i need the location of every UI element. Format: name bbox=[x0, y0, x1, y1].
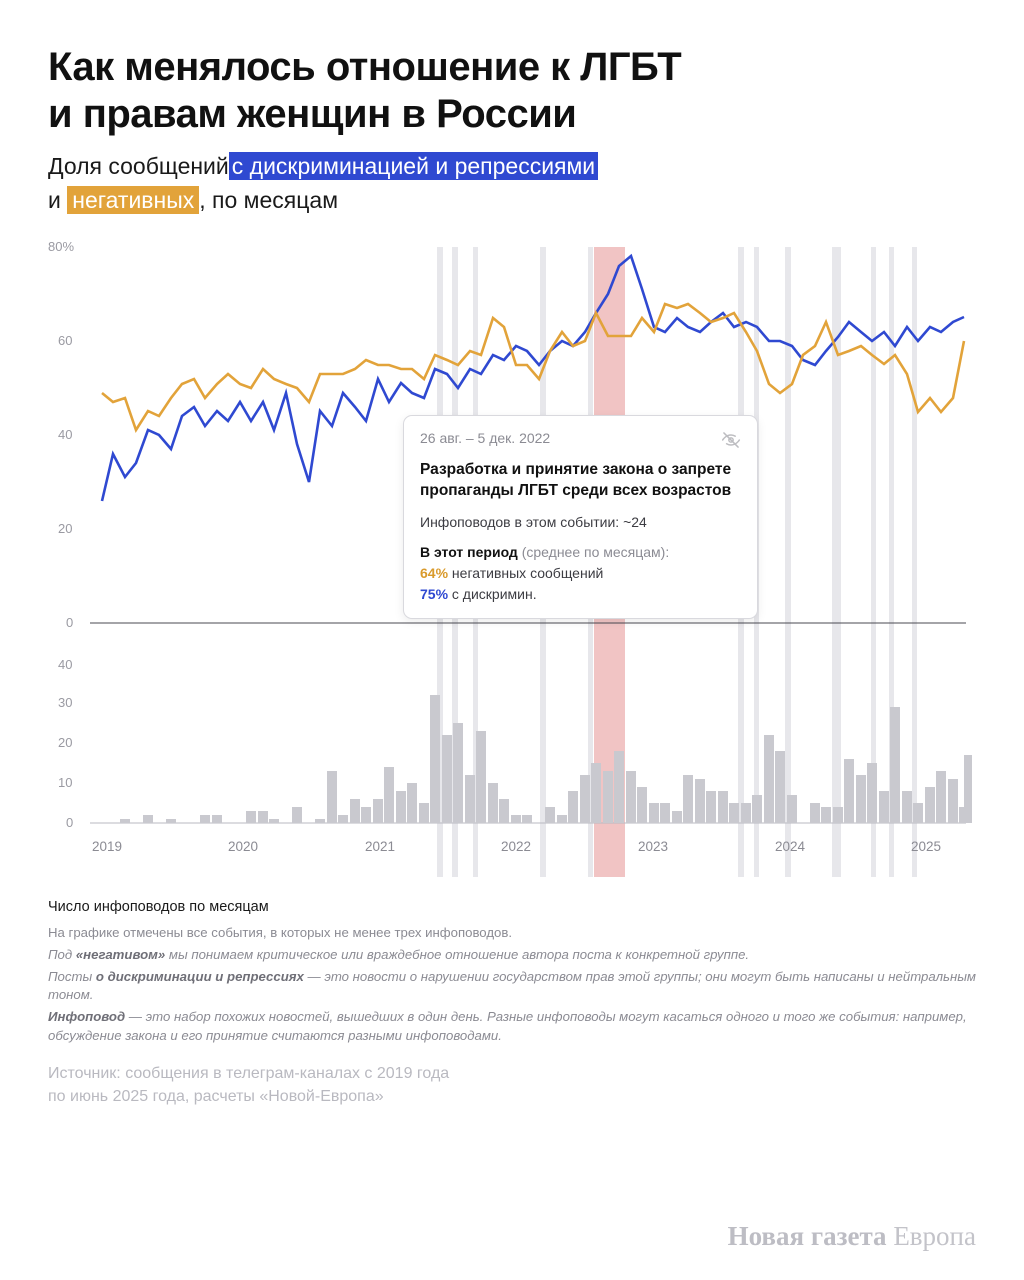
svg-text:40: 40 bbox=[58, 657, 73, 673]
event-tooltip[interactable] bbox=[403, 415, 758, 619]
note-1: На графике отмечены все события, в которых не менее трех инфоповодов. bbox=[48, 925, 513, 941]
note-4 bbox=[48, 1008, 976, 1045]
svg-text:2024: 2024 bbox=[775, 839, 806, 855]
svg-text:0: 0 bbox=[66, 615, 74, 631]
svg-text:40: 40 bbox=[58, 427, 73, 443]
tooltip-negative-row bbox=[420, 565, 741, 581]
svg-text:10: 10 bbox=[58, 775, 73, 791]
svg-text:20: 20 bbox=[58, 521, 73, 537]
svg-text:2019: 2019 bbox=[92, 839, 123, 855]
note-3-bold: о дискриминации и репрессиях bbox=[95, 968, 304, 984]
svg-text:0: 0 bbox=[66, 815, 74, 831]
brand-logo bbox=[728, 1221, 976, 1252]
svg-text:2021: 2021 bbox=[365, 839, 396, 855]
y-axis-bottom bbox=[58, 657, 73, 830]
note-2-post: мы понимаем критическое или враждебное отношение автора поста к конкретной группе. bbox=[165, 946, 750, 962]
source-note bbox=[48, 1063, 976, 1108]
page-title bbox=[48, 0, 976, 138]
tooltip-negative-label: негативных сообщений bbox=[448, 564, 604, 581]
tooltip-negative-value: 64% bbox=[420, 564, 449, 581]
eye-off-icon[interactable] bbox=[721, 430, 741, 450]
svg-text:20: 20 bbox=[58, 735, 73, 751]
source-line-2: по июнь 2025 года, расчеты «Новой-Европа» bbox=[48, 1087, 384, 1105]
page-subtitle bbox=[48, 150, 976, 217]
legend-discrimination: с дискриминацией и репрессиями bbox=[229, 152, 598, 180]
svg-text:60: 60 bbox=[58, 333, 73, 349]
tooltip-discrim-value: 75% bbox=[420, 585, 449, 602]
tooltip-discrim-label: с дискримин. bbox=[448, 585, 537, 602]
tooltip-count: Инфоповодов в этом событии: ~24 bbox=[420, 513, 647, 530]
note-2-bold: «негативом» bbox=[75, 946, 166, 962]
svg-text:30: 30 bbox=[58, 695, 73, 711]
note-3-post: — это новости о нарушении государством прав этой группы; они могут быть написаны и нейтральным тоном. bbox=[48, 968, 976, 1003]
subtitle-part-1: Доля сообщений bbox=[48, 153, 229, 180]
chart-container[interactable] bbox=[48, 233, 976, 893]
subtitle-part-3: , по месяцам bbox=[199, 186, 339, 213]
tooltip-period-muted: (среднее по месяцам): bbox=[517, 543, 670, 560]
note-2-pre: Под bbox=[48, 946, 76, 962]
brand-light: Европа bbox=[886, 1221, 976, 1251]
svg-text:2020: 2020 bbox=[228, 839, 259, 855]
note-4-bold: Инфоповод bbox=[48, 1009, 126, 1024]
subtitle-part-2: и bbox=[48, 186, 61, 213]
legend-negative: негативных bbox=[67, 186, 199, 214]
brand-bold: Новая газета bbox=[727, 1221, 887, 1251]
note-2 bbox=[48, 946, 976, 965]
y-axis-top bbox=[48, 239, 74, 630]
tooltip-header bbox=[420, 430, 741, 450]
note-4-post: — это набор похожих новостей, вышедших в один день. Разные инфоповоды могут касаться одного и того же события: например, обсуждение закона и его принятие считаются разными инфоповодами. bbox=[48, 1009, 967, 1043]
notes-block bbox=[48, 924, 976, 1045]
svg-text:2022: 2022 bbox=[501, 839, 532, 855]
title-line-2: и правам женщин в России bbox=[48, 92, 577, 137]
note-3-pre: Посты bbox=[48, 968, 96, 984]
tooltip-period-label: В этот период bbox=[420, 543, 518, 560]
source-line-1: Источник: сообщения в телеграм-каналах с 2019 года bbox=[48, 1065, 450, 1083]
tooltip-period bbox=[420, 544, 741, 560]
bottom-axis-caption: Число инфоповодов по месяцам bbox=[48, 899, 269, 916]
tooltip-title: Разработка и принятие закона о запрете пропаганды ЛГБТ среди всех возрастов bbox=[420, 461, 732, 499]
svg-text:2025: 2025 bbox=[911, 839, 942, 855]
note-3 bbox=[48, 968, 976, 1005]
title-line-1: Как менялось отношение к ЛГБТ bbox=[48, 45, 682, 89]
svg-text:2023: 2023 bbox=[638, 839, 669, 855]
x-axis-labels bbox=[92, 839, 941, 854]
tooltip-discrim-row bbox=[420, 586, 741, 602]
tooltip-date-range: 26 авг. – 5 дек. 2022 bbox=[420, 430, 551, 447]
svg-text:80%: 80% bbox=[48, 239, 75, 255]
